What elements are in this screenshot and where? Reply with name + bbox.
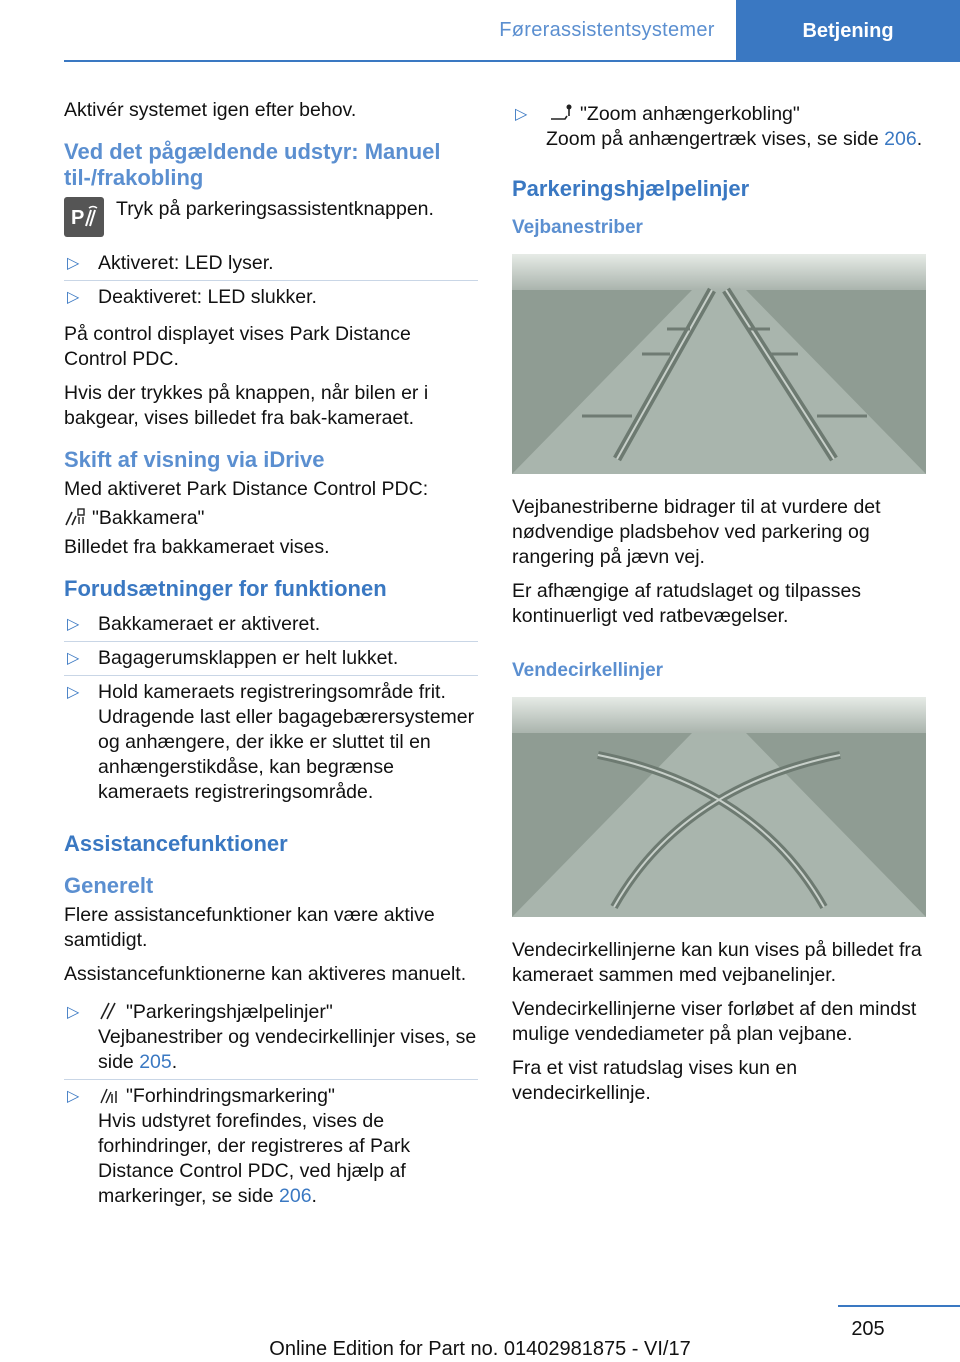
heading-general: Generelt	[64, 873, 154, 898]
list-item: ▷ Bakkameraet er aktiveret.	[64, 608, 478, 642]
heading-assistance: Assistancefunktioner	[64, 831, 288, 856]
assistance-list	[64, 996, 478, 1213]
svg-text:P: P	[71, 207, 85, 229]
heading-idrive: Skift af visning via iDrive	[64, 447, 325, 472]
heading-manual-toggle: Ved det pågældende udstyr: Manuel til-/frakobling	[64, 139, 441, 190]
bullet-triangle-icon: ▷	[67, 684, 80, 701]
heading-lanes: Vejbanestriber	[512, 217, 643, 238]
circles-text-3: Fra et vist ratudslag vises kun en vendecirkellinje.	[512, 1057, 798, 1104]
page-link-206[interactable]: 206	[884, 128, 917, 150]
edition-footer: Online Edition for Part no. 01402981875 - VI/17	[269, 1338, 691, 1360]
with-pdc-text: Med aktiveret Park Distance Control PDC:	[64, 478, 429, 500]
list-item: ▷ Bagagerumsklappen er helt lukket.	[64, 642, 478, 676]
page-link-206[interactable]: 206	[279, 1185, 312, 1207]
heading-turning-circles: Vendecirkellinjer	[512, 660, 664, 681]
zoom-list	[512, 98, 926, 156]
list-item: ▷ Deaktiveret: LED slukker.	[67, 286, 317, 308]
bullet-triangle-icon: ▷	[67, 616, 80, 633]
list-item: ▷ "Parkeringshjælpelinjer" Vejbanestriber og vendecirkellinjer vises, se side 205.	[64, 996, 478, 1080]
camera-image-text: Billedet fra bakkameraet vises.	[64, 536, 330, 558]
page-link-205[interactable]: 205	[139, 1051, 172, 1073]
header-chapter-tab: Betjening	[736, 0, 960, 62]
parking-lines-icon	[98, 1002, 120, 1020]
bullet-triangle-icon: ▷	[67, 650, 80, 667]
park-button-row	[64, 197, 478, 237]
list-item: ▷ "Zoom anhængerkobling" Zoom på anhængertræk vises, se side 206.	[515, 103, 923, 150]
bullet-triangle-icon: ▷	[67, 289, 80, 306]
camera-option: "Bakkamera"	[64, 506, 478, 531]
bullet-triangle-icon: ▷	[67, 1088, 80, 1105]
reverse-gear-text: Hvis der trykkes på knappen, når bilen er i bakgear, vises billedet fra bak-kameraet.	[64, 382, 429, 429]
bullet-triangle-icon: ▷	[515, 106, 528, 123]
multi-active-text: Flere assistancefunktioner kan være aktive samtidigt.	[64, 904, 435, 951]
obstacle-marking-icon	[98, 1086, 120, 1104]
lane-lines-figure	[512, 254, 926, 474]
bullet-triangle-icon: ▷	[67, 1004, 80, 1021]
lanes-text-2: Er afhængige af ratudslaget og tilpasses kontinuerligt ved ratbevægelser.	[512, 580, 862, 627]
list-item: ▷ Aktiveret: LED lyser.	[64, 247, 478, 281]
rear-camera-icon	[64, 508, 86, 526]
park-assist-button-icon	[64, 197, 104, 237]
right-column	[512, 98, 926, 1115]
heading-parking-lines: Parkeringshjælpelinjer	[512, 176, 750, 201]
list-item: ▷ Hold kameraets registreringsområde frit. Udragende last eller bagagebærersystemer og anhængere, der ikke er sluttet til en anhængerstikdåse, kan begrænse kameraets registreringsområde.	[67, 681, 475, 803]
left-column	[64, 98, 478, 1221]
circles-text-2: Vendecirkellinjerne viser forløbet af den mindst mulige vendediameter på plan vejbane.	[512, 998, 917, 1045]
heading-prerequisites: Forudsætninger for funktionen	[64, 576, 387, 601]
intro-text: Aktivér systemet igen efter behov.	[64, 99, 357, 121]
trailer-hitch-icon	[546, 104, 574, 122]
header-section: Førerassistentsystemer	[499, 18, 715, 41]
lanes-text-1: Vejbanestriberne bidrager til at vurdere det nødvendige pladsbehov ved parkering og rangering på jævn vej.	[512, 496, 881, 568]
led-status-list	[64, 247, 478, 314]
list-item: ▷ "Forhindringsmarkering" Hvis udstyret forefindes, vises de forhindringer, der registreres af Park Distance Control PDC, ved hjælp af markeringer, se side 206.	[67, 1085, 411, 1207]
page-number: 205	[851, 1318, 885, 1340]
bullet-triangle-icon: ▷	[67, 255, 80, 272]
prerequisites-list	[64, 608, 478, 809]
circles-text-1: Vendecirkellinjerne kan kun vises på billedet fra kameraet sammen med vejbanelinjer.	[512, 939, 922, 986]
footer-rule	[838, 1305, 960, 1307]
manual-activation-text: Assistancefunktionerne kan aktiveres manuelt.	[64, 963, 467, 985]
turning-circle-figure	[512, 697, 926, 917]
header-rule	[64, 60, 960, 62]
control-display-text: På control displayet vises Park Distance Control PDC.	[64, 323, 411, 370]
park-button-text: Tryk på parkeringsassistentknappen.	[116, 198, 434, 220]
page-header	[0, 0, 960, 64]
